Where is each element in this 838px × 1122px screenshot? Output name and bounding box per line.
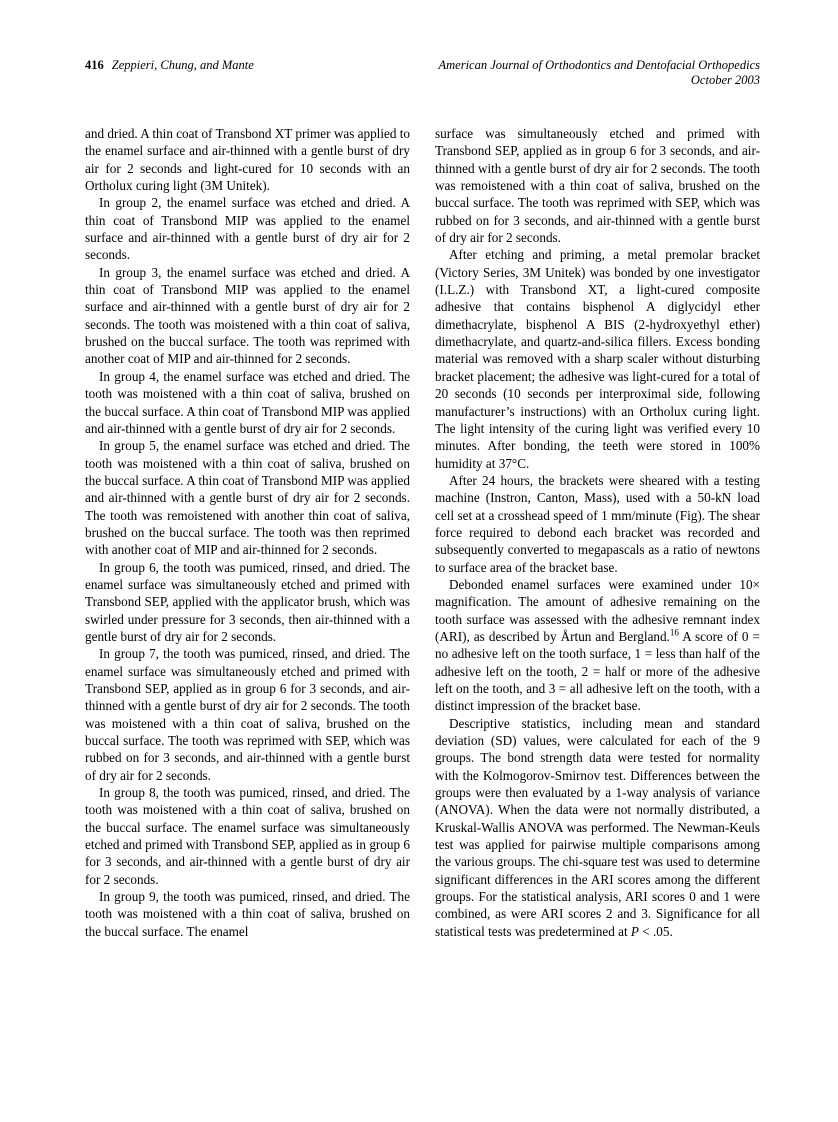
reference-superscript: 16 bbox=[669, 627, 679, 638]
paragraph-group4: In group 4, the enamel surface was etched and dried. The tooth was moistened with a thin coat of saliva, brushed on the buccal surface. A thin coat of Transbond MIP was applied and air-thinned with a gentle burst of dry air for 2 seconds. bbox=[85, 368, 410, 436]
right-column bbox=[435, 125, 760, 940]
paragraph-group5: In group 5, the enamel surface was etched and dried. The tooth was moistened with a thin coat of saliva, brushed on the buccal surface. A thin coat of Transbond MIP was applied and air-thinned with a gentle burst of dry air for 2 seconds. The tooth was remoistened with another thin coat of saliva, brushed on the buccal surface. The tooth was then reprimed with another coat of MIP and air-thinned for 2 seconds. bbox=[85, 438, 410, 558]
article-body bbox=[85, 125, 760, 940]
paragraph-continuation: and dried. A thin coat of Transbond XT primer was applied to the enamel surface and air-thinned with a gentle burst of dry air for 2 seconds and light-cured for 10 seconds with an Ortholux curing light (3M Unitek). bbox=[85, 126, 411, 194]
paragraph-text: < .05. bbox=[638, 923, 673, 939]
p-value-variable: P bbox=[630, 923, 639, 939]
paragraph-continuation: surface was simultaneously etched and primed with Transbond SEP, applied as in group 6 for 3 seconds, and air-thinned with a gentle burst of dry air for 2 seconds. The tooth was remoistened with a thin coat of saliva, brushed on the buccal surface. The tooth was reprimed with SEP, which was rubbed on for 3 seconds, and air-thinned with a gentle burst of dry air for 2 seconds. bbox=[435, 126, 760, 246]
page-number: 416 bbox=[85, 58, 104, 72]
paragraph-group3: In group 3, the enamel surface was etched and dried. A thin coat of Transbond MIP was applied to the enamel surface and air-thinned with a gentle burst of dry air for 2 seconds. The tooth was moistened with a thin coat of saliva, brushed on the buccal surface. The tooth was reprimed with another coat of MIP and air-thinned for 2 seconds. bbox=[85, 264, 410, 367]
paragraph-group9: In group 9, the tooth was pumiced, rinsed, and dried. The tooth was moistened with a thin coat of saliva, brushed on the buccal surface. The enamel bbox=[85, 889, 410, 939]
paragraph-group2: In group 2, the enamel surface was etched and dried. A thin coat of Transbond MIP was applied to the enamel surface and air-thinned with a gentle burst of dry air for 2 seconds. bbox=[85, 195, 410, 263]
paragraph-text: Debonded enamel surfaces were examined under 10× magnification. The amount of adhesive remaining on the tooth surface was assessed with the adhesive remnant index (ARI), as described by Årtun and Bergland. bbox=[435, 576, 760, 644]
left-column bbox=[85, 125, 410, 940]
paragraph-group6: In group 6, the tooth was pumiced, rinsed, and dried. The enamel surface was simultaneously etched and primed with Transbond SEP, applied with the applicator brush, which was swirled under pressure for 3 seconds, then air-thinned with a gentle burst of dry air for 2 seconds. bbox=[85, 559, 410, 644]
journal-issue-date: October 2003 bbox=[690, 72, 760, 87]
paragraph-group8: In group 8, the tooth was pumiced, rinsed, and dried. The tooth was moistened with a thin coat of saliva, brushed on the buccal surface. The enamel surface was simultaneously etched and primed with Transbond SEP, applied as in group 6 for 3 seconds, and air-thinned with a gentle burst of dry air for 2 seconds. bbox=[85, 785, 410, 887]
paragraph-shear-test: After 24 hours, the brackets were sheared with a testing machine (Instron, Canton, Mass), used with a 50-kN load cell set at a crosshead speed of 1 mm/minute (Fig). The shear force required to debond each bracket was recorded and subsequently converted to megapascals as a ratio of newtons to surface area of the bracket base. bbox=[435, 472, 760, 575]
running-head-left bbox=[85, 58, 254, 73]
paragraph-ari bbox=[435, 576, 760, 715]
paragraph-group7: In group 7, the tooth was pumiced, rinsed, and dried. The enamel surface was simultaneously etched and primed with Transbond SEP, applied as in group 6 for 3 seconds, and air-thinned with a gentle burst of dry air for 2 seconds. The tooth was moistened with a thin coat of saliva, brushed on the buccal surface. The tooth was reprimed with SEP, which was rubbed on for 3 seconds, and air-thinned with a gentle burst of dry air for 2 seconds. bbox=[85, 646, 410, 783]
paragraph-text: Descriptive statistics, including mean and standard deviation (SD) values, were calculated for each of the 9 groups. The bond strength data were tested for normality with the Kolmogorov-Smirnov test. Differences between the groups were then evaluated by a 1-way analysis of variance (ANOVA). When the data were not normally distributed, a Kruskal-Wallis ANOVA was performed. The Newman-Keuls test was applied for pairwise multiple comparisons among the various groups. The chi-square test was used to determine significant differences in the ARI scores among the different groups. For the statistical analysis, ARI scores 0 and 1 were combined, as were ARI scores 2 and 3. Significance for all statistical tests was predetermined at bbox=[435, 715, 760, 939]
running-head-right bbox=[439, 58, 761, 87]
paragraph-text: A score of 0 = no adhesive left on the tooth surface, 1 = less than half of the adhesive left on the tooth, 2 = half or more of the adhesive left on the tooth, and 3 = all adhesive left on the tooth, with a distinct impression of the bracket base. bbox=[435, 628, 760, 714]
paragraph-statistics bbox=[435, 715, 760, 940]
running-head-authors: Zeppieri, Chung, and Mante bbox=[111, 58, 254, 72]
journal-title: American Journal of Orthodontics and Dentofacial Orthopedics bbox=[438, 58, 760, 72]
page-header bbox=[85, 58, 760, 87]
paragraph-bonding: After etching and priming, a metal premolar bracket (Victory Series, 3M Unitek) was bonded by one investigator (I.L.Z.) with Transbond XT, a light-cured composite adhesive that contains bisphenol A diglycidyl ether dimethacrylate, bisphenol A BIS (2-hydroxyethyl ether) dimethacrylate, and quartz-and-silica fillers. Excess bonding material was removed with a sharp scaler without disturbing bracket placement; the adhesive was light-cured for a total of 20 seconds (10 seconds per interproximal side, following manufacturer’s instructions) with an Ortholux curing light. The light intensity of the curing light was verified every 10 minutes. After bonding, the teeth were stored in 100% humidity at 37°C. bbox=[435, 247, 760, 471]
